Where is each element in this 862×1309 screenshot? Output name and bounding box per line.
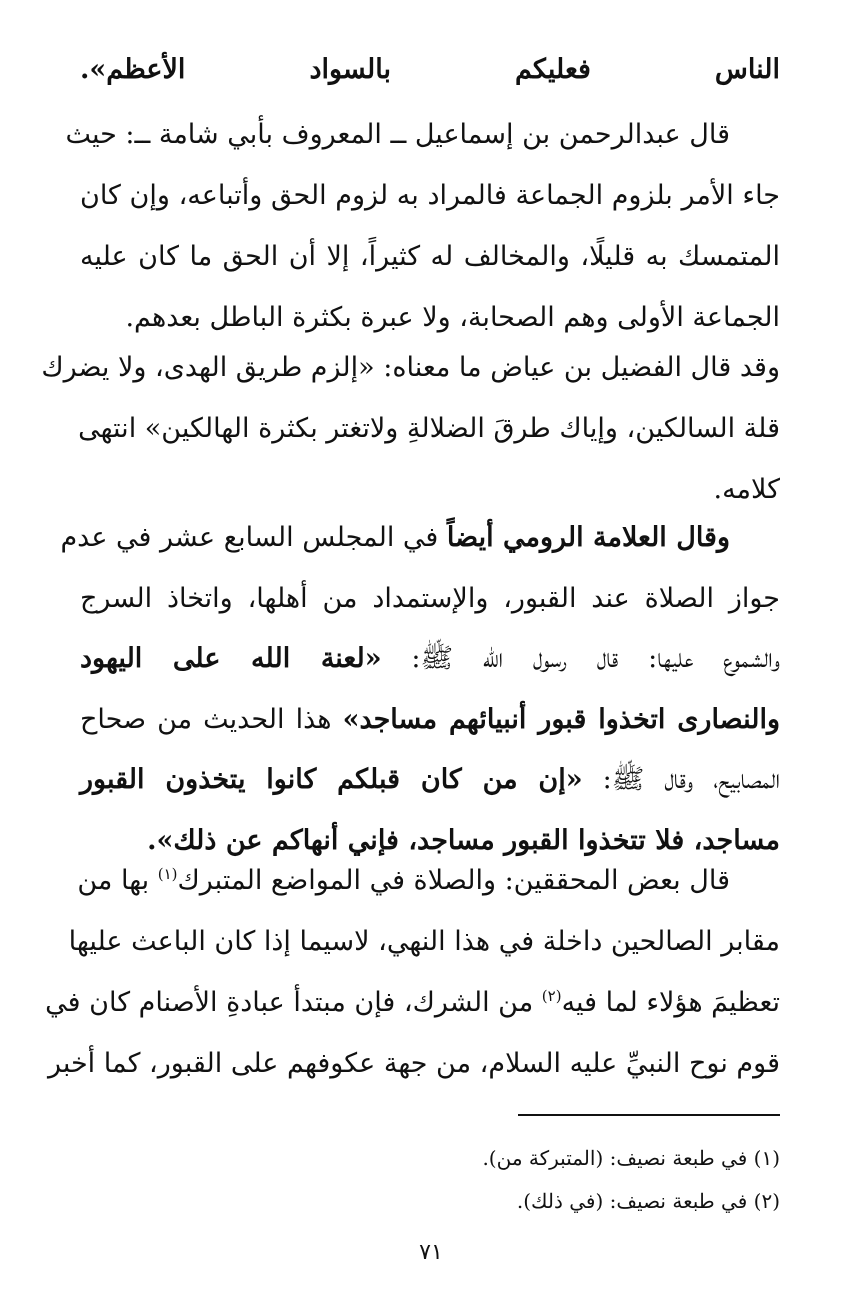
text-line-6 <box>41 337 780 399</box>
text-segment: قال عبدالرحمن بن إسماعيل ــ المعروف بأبي شامة ــ: حيث <box>65 119 730 150</box>
footnote-separator <box>518 1114 780 1116</box>
footnote-2: (٢) في طبعة نصيف: (في ذلك). <box>516 1189 780 1213</box>
text-line-2 <box>65 104 780 166</box>
text-line-13 <box>80 749 780 811</box>
text-segment: في المجلس السابع عشر في عدم <box>60 522 447 553</box>
text-line-11 <box>80 628 780 690</box>
text-segment: «إن من كان قبلكم كانوا يتخذون القبور <box>80 764 583 795</box>
text-segment: «لعنة الله على اليهود <box>80 643 382 674</box>
text-segment: وقال العلامة الرومي أيضاً <box>446 522 730 553</box>
text-line-16 <box>68 911 780 973</box>
footnote-1: (١) في طبعة نصيف: (المتبركة من). <box>482 1146 780 1170</box>
text-segment: الناس فعليكم بالسواد الأعظم». <box>80 54 780 85</box>
text-segment: جاء الأمر بلزوم الجماعة فالمراد به لزوم الحق وأتباعه، وإن كان <box>80 180 780 211</box>
text-segment: قال بعض المحققين: والصلاة في المواضع المتبرك <box>177 865 730 896</box>
text-segment: مقابر الصالحين داخلة في هذا النهي، لاسيما إذا كان الباعث عليها <box>68 926 780 957</box>
text-line-3 <box>80 165 780 227</box>
text-line-17 <box>45 972 780 1034</box>
text-segment: مساجد، فلا تتخذوا القبور مساجد، فإني أنهاكم عن ذلك». <box>147 825 780 856</box>
text-line-9 <box>60 507 780 569</box>
text-segment: هذا الحديث من صحاح <box>80 704 343 735</box>
text-segment: قلة السالكين، وإياك طرقَ الضلالةِ ولاتغتر بكثرة الهالكين» انتهى <box>78 413 780 444</box>
text-segment: المتمسك به قليلًا، والمخالف له كثيراً، إلا أن الحق ما كان عليه <box>80 241 780 272</box>
text-segment: قوم نوح النبيِّ عليه السلام، من جهة عكوفهم على القبور، كما أخبر <box>47 1048 780 1079</box>
text-segment: جواز الصلاة عند القبور، والإستمداد من أهلها، واتخاذ السرج <box>80 583 780 614</box>
text-segment: المصابيح، وقال ﷺ: <box>582 764 780 795</box>
text-line-12 <box>80 689 780 751</box>
text-segment: الجماعة الأولى وهم الصحابة، ولا عبرة بكثرة الباطل بعدهم. <box>125 302 780 333</box>
footnote-marker: (٢) <box>541 987 562 1005</box>
text-segment: وقد قال الفضيل بن عياض ما معناه: «إلزم طريق الهدى، ولا يضرك <box>41 352 780 383</box>
text-segment: من الشرك، فإن مبتدأ عبادةِ الأصنام كان في <box>45 987 542 1018</box>
page-number: ٧١ <box>419 1240 443 1265</box>
text-line-7 <box>80 398 780 460</box>
text-segment: والشموع عليها: قال رسول الله ﷺ: <box>381 643 781 674</box>
text-line-10 <box>80 568 780 630</box>
text-line-1 <box>80 39 780 101</box>
text-line-4 <box>80 226 780 288</box>
text-segment: كلامه. <box>713 474 780 505</box>
text-segment: تعظيمَ هؤلاء لما فيه <box>561 987 780 1018</box>
footnote-marker: (١) <box>157 865 178 883</box>
text-line-15 <box>77 850 780 912</box>
text-segment: والنصارى اتخذوا قبور أنبيائهم مساجد» <box>342 704 780 735</box>
text-line-18 <box>47 1033 780 1095</box>
text-segment: بها من <box>77 865 158 896</box>
